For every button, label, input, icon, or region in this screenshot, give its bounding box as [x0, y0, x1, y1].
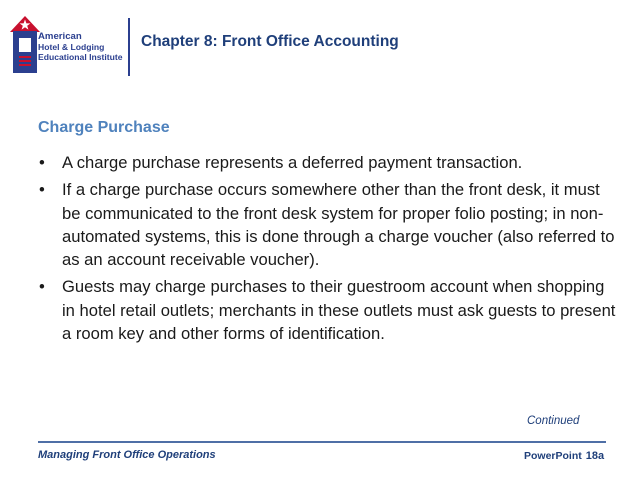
ahlei-logo	[8, 14, 123, 76]
header-divider	[128, 18, 130, 76]
bullet-dot-icon: •	[39, 180, 45, 200]
page-number: 18a	[585, 450, 605, 462]
bullet-list	[38, 151, 618, 349]
footer-slide-info	[524, 450, 604, 462]
bullet-item	[38, 275, 618, 345]
logo-line-2: Hotel & Lodging	[38, 42, 105, 52]
chapter-title: Chapter 8: Front Office Accounting	[141, 33, 399, 50]
logo-line-3: Educational Institute	[38, 52, 123, 62]
bullet-item	[38, 178, 618, 271]
footer-course-title: Managing Front Office Operations	[38, 449, 216, 461]
powerpoint-label: PowerPoint	[524, 450, 582, 462]
logo-line-1: American	[38, 31, 82, 42]
house-logo-icon	[8, 14, 42, 76]
logo-text	[38, 32, 122, 62]
continued-label: Continued	[527, 415, 580, 427]
bullet-dot-icon: •	[39, 277, 45, 297]
bullet-item	[38, 151, 618, 174]
bullet-text: A charge purchase represents a deferred payment transaction.	[62, 153, 523, 172]
bullet-text: Guests may charge purchases to their guestroom account when shopping in hotel retail outlets; merchants in these outlets must ask guests to present a room key and other forms of identification.	[62, 277, 616, 344]
bullet-text: If a charge purchase occurs somewhere other than the front desk, it must be communicated to the front desk system for proper folio posting; in non-automated systems, this is done through a charge voucher (also referred to as an account receivable voucher).	[62, 180, 615, 270]
footer-divider	[38, 441, 606, 443]
section-title: Charge Purchase	[38, 119, 170, 136]
bullet-dot-icon: •	[39, 153, 45, 172]
